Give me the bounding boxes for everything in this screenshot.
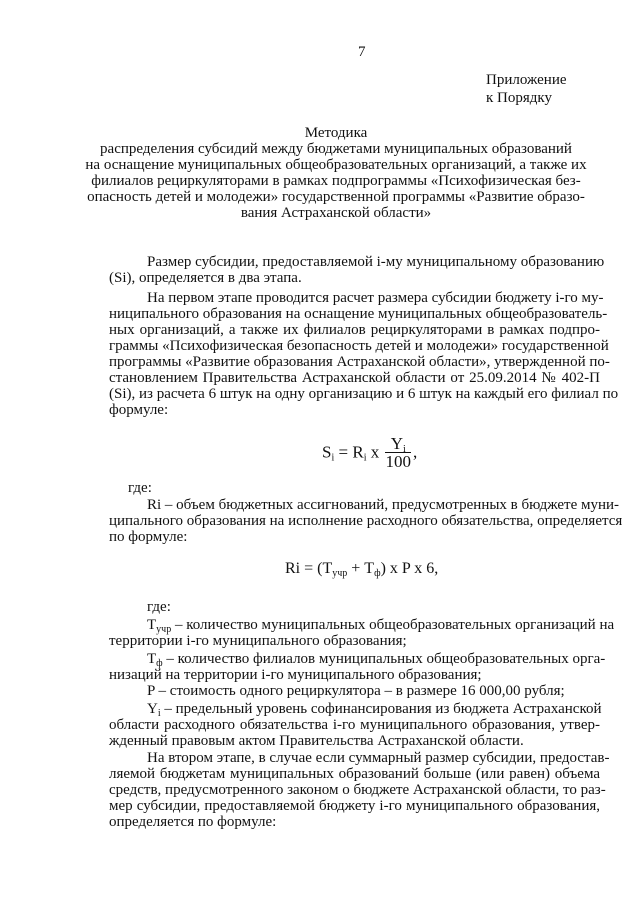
formula-subsidy: $S_i = R_i$ x $\frac{Y_i}{100}$ , (322, 434, 418, 471)
definition-line: $T_{учр}$ – количество муниципальных общеобразовательных организаций на (147, 617, 615, 635)
definition-line: $Y_i$ – предельный уровень софинансирования из бюджета Астраханской (147, 701, 602, 719)
definition-line: низаций на территории i-го муниципального образования; (109, 667, 482, 683)
where-label: где: (128, 480, 152, 496)
appendix-label: Приложение (486, 72, 567, 88)
paragraph-line: (Si), определяется в два этапа. (109, 270, 302, 286)
title-line: вания Астраханской области» (240, 205, 432, 221)
paragraph-line: граммы «Психофизическая безопасность детей и молодежи» государственной (109, 338, 609, 354)
paragraph-line: Размер субсидии, предоставляемой i-му муниципальному образованию (147, 254, 605, 270)
paragraph-line: ляемой бюджетам муниципальных образований больше (или равен) объема (109, 766, 600, 782)
title-line: опасность детей и молодежи» государственной программы «Развитие образо- (87, 189, 585, 205)
formula-ri: $Ri = (T_{учр} + T_ф)$ x P x 6, (285, 560, 439, 579)
paragraph-line: средств, предусмотренного законом о бюджете Астраханской области, то раз- (109, 782, 606, 798)
definition-line: $T_ф$ – количество филиалов муниципальных общеобразовательных орга- (147, 651, 606, 669)
definition-line: жденный правовым актом Правительства Астраханской области. (109, 733, 524, 749)
document-heading: Методика (304, 125, 368, 141)
definition-line: территории i-го муниципального образования; (109, 633, 407, 649)
page-number: 7 (358, 44, 366, 60)
title-line: филиалов рециркуляторами в рамках подпрограммы «Психофизическая без- (91, 173, 581, 189)
definition-line: Ri – объем бюджетных ассигнований, предусмотренных в бюджете муни- (147, 497, 620, 513)
paragraph-line: На первом этапе проводится расчет размера субсидии бюджету i-го му- (147, 290, 604, 306)
paragraph-line: На втором этапе, в случае если суммарный размер субсидии, предостав- (147, 750, 610, 766)
paragraph-line: формуле: (109, 402, 169, 418)
definition-line: ципального образования на исполнение расходного обязательства, определяется (109, 513, 623, 529)
paragraph-line: ниципального образования на оснащение муниципальных общеобразователь- (109, 306, 608, 322)
title-line: на оснащение муниципальных общеобразовательных организаций, а также их (85, 157, 587, 173)
definition-line: области расходного обязательства i-го муниципального образования, утвер- (109, 717, 600, 733)
definition-line: P – стоимость одного рециркулятора – в размере 16 000,00 рубля; (147, 683, 565, 699)
appendix-reference: к Порядку (486, 90, 552, 106)
paragraph-line: ных организаций, а также их филиалов рециркуляторами в рамках подпро- (109, 322, 600, 338)
paragraph-line: программы «Развитие образования Астраханской области», утвержденной по- (109, 354, 610, 370)
where-label: где: (147, 599, 171, 615)
definition-line: по формуле: (109, 529, 188, 545)
title-line: распределения субсидий между бюджетами муниципальных образований (100, 141, 572, 157)
paragraph-line: (Si), из расчета 6 штук на одну организацию и 6 штук на каждый его филиал по (109, 386, 619, 402)
paragraph-line: мер субсидии, предоставляемой бюджету i-го муниципального образования, (109, 798, 600, 814)
fraction: $\frac{Y_i}{100}$ (385, 434, 411, 471)
paragraph-line: становлением Правительства Астраханской области от 25.09.2014 № 402-П (109, 370, 600, 386)
paragraph-line: определяется по формуле: (109, 814, 277, 830)
